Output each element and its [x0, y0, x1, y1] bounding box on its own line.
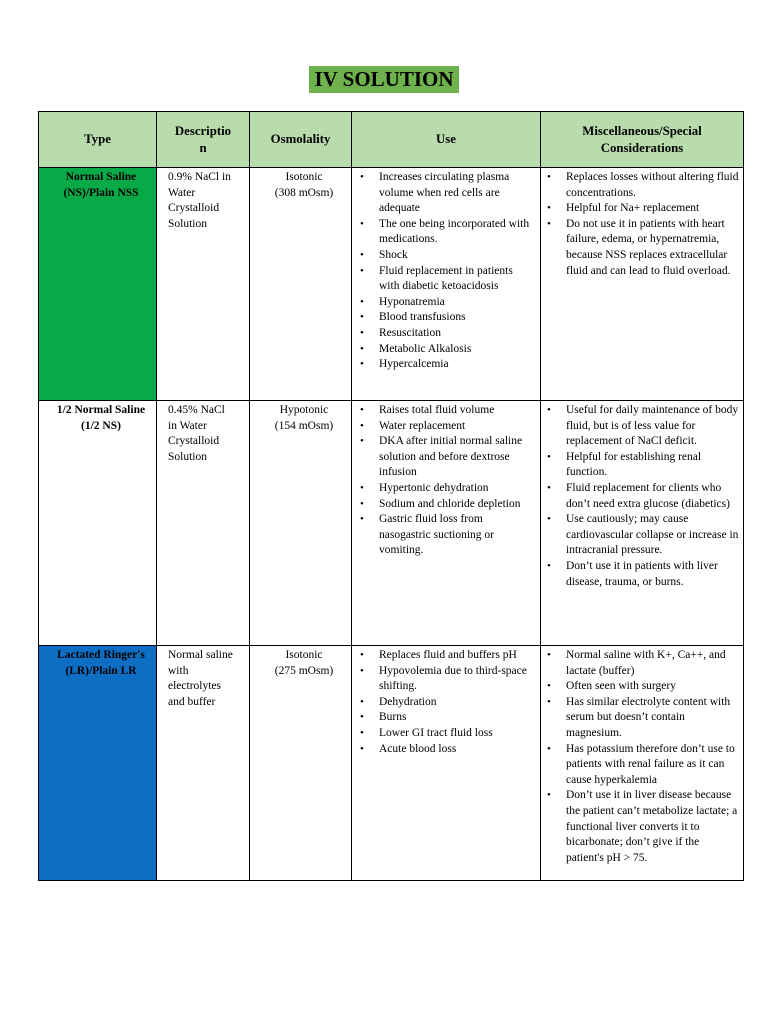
description-cell	[157, 401, 250, 646]
osmolality-line: (154 mOsm)	[274, 419, 334, 432]
table-row-normal-saline	[39, 168, 744, 401]
header-misc: Miscellaneous/Special Considerations	[541, 112, 744, 168]
iv-solution-table	[38, 111, 744, 881]
use-cell	[352, 401, 541, 646]
description-line: 0.45% NaCl	[168, 404, 225, 416]
use-list-item: • Water replacement	[356, 419, 536, 435]
type-cell: Normal Saline (NS)/Plain NSS	[39, 168, 157, 401]
use-list-item: • Fluid replacement in patients with diabetic ketoacidosis	[356, 264, 536, 295]
misc-cell	[541, 401, 744, 646]
misc-list-item: • Has similar electrolyte content with serum but doesn’t contain magnesium.	[543, 695, 739, 742]
misc-list	[543, 403, 739, 590]
table-row-lactated-ringers	[39, 646, 744, 881]
description-cell	[157, 646, 250, 881]
use-list-item: • Metabolic Alkalosis	[356, 342, 536, 358]
use-list	[356, 170, 536, 373]
use-list-item: • Blood transfusions	[356, 310, 536, 326]
header-row	[39, 112, 744, 168]
description-line: Solution	[168, 450, 207, 463]
use-list-item: • Hypovolemia due to third-space shifting.	[356, 664, 536, 695]
use-list-item: • The one being incorporated with medications.	[356, 217, 536, 248]
misc-list-item: • Don’t use it in patients with liver disease, trauma, or burns.	[543, 559, 739, 590]
page-title: IV SOLUTION	[309, 66, 459, 93]
use-list-item: • Raises total fluid volume	[356, 403, 536, 419]
description-line: with	[168, 664, 189, 677]
use-list-item: • Hyponatremia	[356, 295, 536, 311]
misc-list-item: • Don’t use it in liver disease because the patient can’t metabolize lactate; a functional liver converts it to bicarbonate; don’t give if the patient's pH > 75.	[543, 788, 739, 866]
use-list-item: • Replaces fluid and buffers pH	[356, 648, 536, 664]
use-list-item: • Gastric fluid loss from nasogastric suctioning or vomiting.	[356, 512, 536, 559]
description-line: Crystalloid	[168, 202, 220, 215]
osmolality-cell	[250, 401, 352, 646]
use-list-item: • Dehydration	[356, 695, 536, 711]
misc-list-item: • Useful for daily maintenance of body fluid, but is of less value for replacement of NaCl deficit.	[543, 403, 739, 450]
description-line: and buffer	[168, 695, 216, 708]
osmolality-line: Isotonic	[285, 649, 323, 661]
header-description-line-2: n	[199, 140, 207, 155]
header-osmolality: Osmolality	[250, 112, 352, 168]
osmolality-line: (275 mOsm)	[274, 664, 334, 677]
description-line: Crystalloid	[168, 435, 220, 448]
misc-list-item: • Do not use it in patients with heart failure, edema, or hypernatremia, because NSS replaces extracellular fluid and can lead to fluid overload.	[543, 217, 739, 279]
misc-list-item: • Helpful for establishing renal function.	[543, 450, 739, 481]
use-list-item: • Sodium and chloride depletion	[356, 497, 536, 513]
description-line: 0.9% NaCl in	[168, 171, 231, 183]
header-description-line-1: Descriptio	[174, 123, 232, 138]
description-line: electrolytes	[168, 680, 222, 693]
use-list-item: • Hypertonic dehydration	[356, 481, 536, 497]
misc-cell	[541, 168, 744, 401]
table-row-half-normal-saline	[39, 401, 744, 646]
use-list-item: • Shock	[356, 248, 536, 264]
misc-list-item: • Fluid replacement for clients who don’t need extra glucose (diabetics)	[543, 481, 739, 512]
header-type: Type	[39, 112, 157, 168]
use-list-item: • Burns	[356, 710, 536, 726]
misc-list	[543, 170, 739, 279]
use-list-item: • Resuscitation	[356, 326, 536, 342]
osmolality-cell	[250, 168, 352, 401]
misc-cell	[541, 646, 744, 881]
misc-list-item: • Use cautiously; may cause cardiovascular collapse or increase in intracranial pressure.	[543, 512, 739, 559]
misc-list-item: • Helpful for Na+ replacement	[543, 201, 739, 217]
osmolality-line: (308 mOsm)	[274, 186, 334, 199]
use-list-item: • Increases circulating plasma volume when red cells are adequate	[356, 170, 536, 217]
description-line: Solution	[168, 217, 207, 230]
osmolality-cell	[250, 646, 352, 881]
type-cell: 1/2 Normal Saline (1/2 NS)	[39, 401, 157, 646]
misc-list-item: • Often seen with surgery	[543, 679, 739, 695]
header-use: Use	[352, 112, 541, 168]
use-list-item: • Lower GI tract fluid loss	[356, 726, 536, 742]
use-cell	[352, 646, 541, 881]
use-list-item: • Hypercalcemia	[356, 357, 536, 373]
osmolality-line: Hypotonic	[279, 404, 329, 416]
use-list	[356, 648, 536, 757]
type-cell: Lactated Ringer's (LR)/Plain LR	[39, 646, 157, 881]
misc-list	[543, 648, 739, 866]
misc-list-item: • Has potassium therefore don’t use to patients with renal failure as it can cause hyperkalemia	[543, 742, 739, 789]
use-cell	[352, 168, 541, 401]
misc-list-item: • Normal saline with K+, Ca++, and lactate (buffer)	[543, 648, 739, 679]
description-line: in Water	[168, 419, 207, 432]
osmolality-line: Isotonic	[285, 171, 323, 183]
use-list	[356, 403, 536, 559]
header-description	[157, 112, 250, 168]
description-line: Water	[168, 186, 196, 199]
misc-list-item: • Replaces losses without altering fluid concentrations.	[543, 170, 739, 201]
description-line: Normal saline	[168, 649, 233, 661]
use-list-item: • DKA after initial normal saline solution and before dextrose infusion	[356, 434, 536, 481]
use-list-item: • Acute blood loss	[356, 742, 536, 758]
description-cell	[157, 168, 250, 401]
